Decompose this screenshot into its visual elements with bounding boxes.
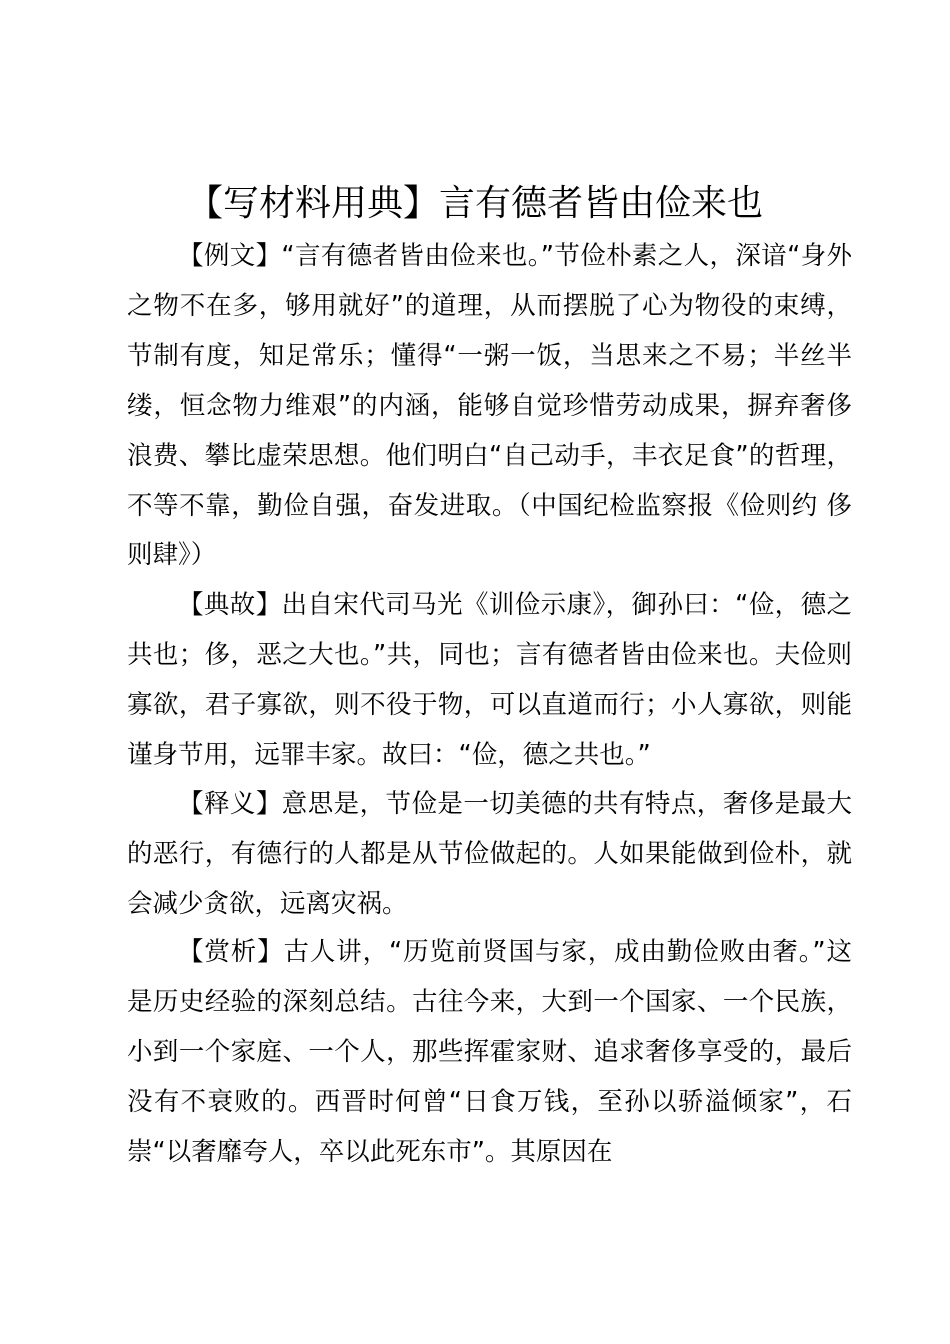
paragraph-meaning: 【释义】意思是，节俭是一切美德的共有特点，奢侈是最大的恶行，有德行的人都是从节俭做起的。人如果能做到俭朴，就会减少贪欲，远离灾祸。 [127, 789, 852, 919]
page-title: 【写材料用典】言有德者皆由俭来也 [186, 183, 763, 224]
paragraph-allusion: 【典故】出自宋代司马光《训俭示康》，御孙曰：“俭，德之共也；侈，恶之大也。”共，同也；言有德者皆由俭来也。夫俭则寡欲，君子寡欲，则不役于物，可以直道而行；小人寡欲，则能谨身节用，远罪丰家。故曰：“俭，德之共也。” [127, 590, 852, 770]
paragraph-example: 【例文】“言有德者皆由俭来也。”节俭朴素之人，深谙“身外之物不在多，够用就好”的道理，从而摆脱了心为物役的束缚，节制有度，知足常乐；懂得“一粥一饭，当思来之不易；半丝半缕，恒念物力维艰”的内涵，能够自觉珍惜劳动成果，摒弃奢侈浪费、攀比虚荣思想。他们明白“自己动手，丰衣足食”的哲理，不等不靠，勤俭自强，奋发进取。（中国纪检监察报《俭则约 侈则肆》） [127, 241, 852, 571]
paragraph-appreciation: 【赏析】古人讲，“历览前贤国与家，成由勤俭败由奢。”这是历史经验的深刻总结。古往今来，大到一个国家、一个民族，小到一个家庭、一个人，那些挥霍家财、追求奢侈享受的，最后没有不衰败的。西晋时何曾“日食万钱，至孙以骄溢倾家”，石崇“以奢靡夸人，卒以此死东市”。其原因在 [127, 937, 852, 1167]
